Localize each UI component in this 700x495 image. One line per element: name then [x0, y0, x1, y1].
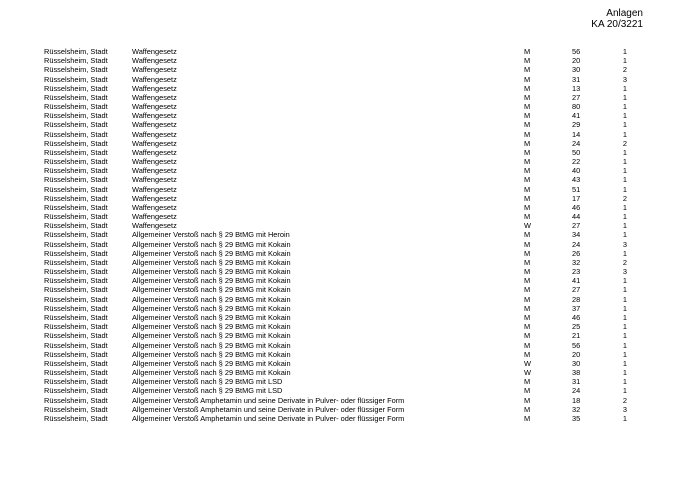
cell-place: Rüsselsheim, Stadt	[44, 147, 108, 157]
cell-sex: M	[524, 294, 531, 304]
cell-sex: M	[524, 102, 531, 112]
cell-offense: Allgemeiner Verstoß nach § 29 BtMG mit Kokain	[132, 312, 291, 322]
cell-count: 3	[622, 267, 627, 277]
cell-count: 1	[622, 294, 627, 304]
table-row	[0, 276, 700, 285]
cell-place: Rüsselsheim, Stadt	[44, 47, 108, 56]
cell-age: 80	[572, 102, 581, 112]
cell-age: 44	[572, 212, 581, 222]
cell-age: 51	[572, 184, 581, 194]
cell-count: 1	[622, 92, 627, 102]
table-row	[0, 139, 700, 148]
cell-age: 23	[572, 267, 581, 277]
table-row	[0, 65, 700, 74]
cell-count: 1	[622, 120, 627, 130]
cell-place: Rüsselsheim, Stadt	[44, 331, 108, 341]
cell-offense: Waffengesetz	[132, 92, 177, 102]
table-row	[0, 396, 700, 405]
cell-offense: Allgemeiner Verstoß nach § 29 BtMG mit Kokain	[132, 349, 291, 359]
cell-count: 1	[622, 212, 627, 222]
header-document-number: KA 20/3221	[591, 19, 643, 30]
cell-place: Rüsselsheim, Stadt	[44, 221, 108, 231]
cell-place: Rüsselsheim, Stadt	[44, 157, 108, 167]
cell-offense: Waffengesetz	[132, 65, 177, 75]
table-row	[0, 157, 700, 166]
cell-place: Rüsselsheim, Stadt	[44, 83, 108, 93]
cell-count: 1	[622, 386, 627, 396]
cell-place: Rüsselsheim, Stadt	[44, 257, 108, 267]
cell-place: Rüsselsheim, Stadt	[44, 239, 108, 249]
cell-offense: Waffengesetz	[132, 129, 177, 139]
cell-offense: Waffengesetz	[132, 102, 177, 112]
cell-age: 17	[572, 193, 581, 203]
cell-offense: Waffengesetz	[132, 138, 177, 148]
cell-place: Rüsselsheim, Stadt	[44, 184, 108, 194]
cell-age: 20	[572, 56, 581, 66]
cell-count: 1	[622, 221, 627, 231]
cell-count: 3	[622, 404, 627, 414]
cell-sex: M	[524, 322, 531, 332]
cell-age: 32	[572, 404, 581, 414]
cell-offense: Waffengesetz	[132, 184, 177, 194]
cell-offense: Allgemeiner Verstoß nach § 29 BtMG mit Kokain	[132, 267, 291, 277]
cell-place: Rüsselsheim, Stadt	[44, 111, 108, 121]
cell-count: 1	[622, 349, 627, 359]
cell-offense: Allgemeiner Verstoß nach § 29 BtMG mit Kokain	[132, 239, 291, 249]
cell-sex: M	[524, 303, 531, 313]
cell-age: 27	[572, 285, 581, 295]
cell-count: 1	[622, 340, 627, 350]
cell-age: 34	[572, 230, 581, 240]
cell-sex: M	[524, 83, 531, 93]
table-row	[0, 230, 700, 239]
cell-place: Rüsselsheim, Stadt	[44, 395, 108, 405]
cell-place: Rüsselsheim, Stadt	[44, 102, 108, 112]
table-row	[0, 322, 700, 331]
cell-count: 1	[622, 248, 627, 258]
cell-place: Rüsselsheim, Stadt	[44, 56, 108, 66]
cell-offense: Allgemeiner Verstoß nach § 29 BtMG mit Kokain	[132, 285, 291, 295]
cell-sex: M	[524, 267, 531, 277]
cell-offense: Allgemeiner Verstoß nach § 29 BtMG mit Kokain	[132, 257, 291, 267]
table-row	[0, 75, 700, 84]
cell-sex: M	[524, 386, 531, 396]
table-row	[0, 120, 700, 129]
cell-age: 20	[572, 349, 581, 359]
cell-count: 1	[622, 413, 627, 423]
cell-place: Rüsselsheim, Stadt	[44, 175, 108, 185]
cell-offense: Allgemeiner Verstoß nach § 29 BtMG mit Kokain	[132, 368, 291, 378]
data-table	[0, 47, 700, 423]
table-row	[0, 331, 700, 340]
cell-place: Rüsselsheim, Stadt	[44, 65, 108, 75]
table-row	[0, 203, 700, 212]
cell-offense: Waffengesetz	[132, 120, 177, 130]
cell-sex: M	[524, 202, 531, 212]
cell-offense: Waffengesetz	[132, 83, 177, 93]
table-row	[0, 240, 700, 249]
cell-sex: M	[524, 56, 531, 66]
table-row	[0, 313, 700, 322]
cell-offense: Waffengesetz	[132, 147, 177, 157]
table-row	[0, 386, 700, 395]
cell-place: Rüsselsheim, Stadt	[44, 248, 108, 258]
cell-sex: M	[524, 193, 531, 203]
cell-count: 3	[622, 74, 627, 84]
cell-offense: Allgemeiner Verstoß nach § 29 BtMG mit LSD	[132, 377, 283, 387]
cell-age: 29	[572, 120, 581, 130]
table-row	[0, 359, 700, 368]
cell-count: 1	[622, 56, 627, 66]
cell-age: 35	[572, 413, 581, 423]
cell-count: 1	[622, 285, 627, 295]
cell-place: Rüsselsheim, Stadt	[44, 92, 108, 102]
cell-count: 2	[622, 257, 627, 267]
cell-place: Rüsselsheim, Stadt	[44, 413, 108, 423]
table-row	[0, 111, 700, 120]
table-row	[0, 175, 700, 184]
cell-offense: Waffengesetz	[132, 166, 177, 176]
cell-sex: M	[524, 175, 531, 185]
cell-offense: Allgemeiner Verstoß nach § 29 BtMG mit Kokain	[132, 340, 291, 350]
cell-offense: Allgemeiner Verstoß nach § 29 BtMG mit LSD	[132, 386, 283, 396]
cell-place: Rüsselsheim, Stadt	[44, 285, 108, 295]
cell-offense: Waffengesetz	[132, 193, 177, 203]
cell-sex: M	[524, 349, 531, 359]
cell-sex: M	[524, 248, 531, 258]
table-row	[0, 267, 700, 276]
cell-offense: Allgemeiner Verstoß nach § 29 BtMG mit Kokain	[132, 276, 291, 286]
cell-count: 1	[622, 377, 627, 387]
cell-offense: Waffengesetz	[132, 202, 177, 212]
cell-offense: Allgemeiner Verstoß nach § 29 BtMG mit Kokain	[132, 331, 291, 341]
cell-sex: M	[524, 212, 531, 222]
table-row	[0, 47, 700, 56]
cell-offense: Allgemeiner Verstoß Amphetamin und seine Derivate in Pulver- oder flüssiger Form	[132, 413, 405, 423]
cell-place: Rüsselsheim, Stadt	[44, 294, 108, 304]
cell-age: 30	[572, 358, 581, 368]
cell-sex: M	[524, 166, 531, 176]
cell-count: 1	[622, 331, 627, 341]
cell-sex: W	[524, 221, 531, 231]
cell-place: Rüsselsheim, Stadt	[44, 202, 108, 212]
cell-age: 24	[572, 138, 581, 148]
cell-place: Rüsselsheim, Stadt	[44, 129, 108, 139]
cell-place: Rüsselsheim, Stadt	[44, 230, 108, 240]
cell-place: Rüsselsheim, Stadt	[44, 276, 108, 286]
cell-place: Rüsselsheim, Stadt	[44, 193, 108, 203]
cell-count: 2	[622, 65, 627, 75]
cell-offense: Waffengesetz	[132, 175, 177, 185]
cell-offense: Allgemeiner Verstoß Amphetamin und seine Derivate in Pulver- oder flüssiger Form	[132, 404, 405, 414]
cell-place: Rüsselsheim, Stadt	[44, 368, 108, 378]
table-row	[0, 249, 700, 258]
cell-age: 43	[572, 175, 581, 185]
cell-age: 24	[572, 239, 581, 249]
cell-age: 56	[572, 47, 581, 56]
cell-offense: Allgemeiner Verstoß nach § 29 BtMG mit Kokain	[132, 322, 291, 332]
cell-age: 40	[572, 166, 581, 176]
cell-sex: W	[524, 368, 531, 378]
cell-age: 26	[572, 248, 581, 258]
cell-sex: M	[524, 239, 531, 249]
cell-count: 1	[622, 202, 627, 212]
cell-count: 1	[622, 276, 627, 286]
cell-place: Rüsselsheim, Stadt	[44, 267, 108, 277]
cell-offense: Allgemeiner Verstoß nach § 29 BtMG mit Kokain	[132, 294, 291, 304]
cell-place: Rüsselsheim, Stadt	[44, 322, 108, 332]
cell-place: Rüsselsheim, Stadt	[44, 303, 108, 313]
cell-place: Rüsselsheim, Stadt	[44, 138, 108, 148]
cell-sex: M	[524, 395, 531, 405]
cell-age: 31	[572, 377, 581, 387]
cell-count: 1	[622, 312, 627, 322]
cell-place: Rüsselsheim, Stadt	[44, 166, 108, 176]
cell-age: 28	[572, 294, 581, 304]
cell-offense: Allgemeiner Verstoß nach § 29 BtMG mit Kokain	[132, 248, 291, 258]
table-row	[0, 166, 700, 175]
table-row	[0, 414, 700, 423]
cell-age: 21	[572, 331, 581, 341]
cell-place: Rüsselsheim, Stadt	[44, 120, 108, 130]
cell-sex: M	[524, 92, 531, 102]
cell-age: 32	[572, 257, 581, 267]
cell-count: 1	[622, 47, 627, 56]
header-annex-label: Anlagen	[606, 8, 643, 19]
cell-place: Rüsselsheim, Stadt	[44, 349, 108, 359]
cell-count: 1	[622, 303, 627, 313]
cell-offense: Waffengesetz	[132, 221, 177, 231]
cell-age: 25	[572, 322, 581, 332]
cell-place: Rüsselsheim, Stadt	[44, 404, 108, 414]
cell-sex: M	[524, 120, 531, 130]
cell-place: Rüsselsheim, Stadt	[44, 377, 108, 387]
cell-count: 1	[622, 230, 627, 240]
cell-age: 30	[572, 65, 581, 75]
cell-count: 1	[622, 322, 627, 332]
cell-age: 37	[572, 303, 581, 313]
cell-offense: Waffengesetz	[132, 212, 177, 222]
cell-age: 18	[572, 395, 581, 405]
cell-sex: M	[524, 404, 531, 414]
cell-sex: M	[524, 340, 531, 350]
cell-offense: Waffengesetz	[132, 157, 177, 167]
cell-sex: M	[524, 157, 531, 167]
table-row	[0, 258, 700, 267]
table-row	[0, 295, 700, 304]
cell-offense: Allgemeiner Verstoß nach § 29 BtMG mit Kokain	[132, 358, 291, 368]
cell-sex: M	[524, 111, 531, 121]
cell-age: 38	[572, 368, 581, 378]
cell-age: 41	[572, 276, 581, 286]
cell-sex: M	[524, 276, 531, 286]
cell-offense: Allgemeiner Verstoß Amphetamin und seine Derivate in Pulver- oder flüssiger Form	[132, 395, 405, 405]
cell-count: 1	[622, 157, 627, 167]
table-row	[0, 350, 700, 359]
cell-sex: M	[524, 65, 531, 75]
cell-age: 46	[572, 312, 581, 322]
table-row	[0, 221, 700, 230]
cell-age: 46	[572, 202, 581, 212]
cell-sex: M	[524, 138, 531, 148]
table-row	[0, 56, 700, 65]
table-row	[0, 102, 700, 111]
cell-age: 27	[572, 92, 581, 102]
cell-count: 1	[622, 102, 627, 112]
table-row	[0, 212, 700, 221]
cell-age: 24	[572, 386, 581, 396]
cell-count: 1	[622, 111, 627, 121]
cell-count: 1	[622, 83, 627, 93]
cell-age: 50	[572, 147, 581, 157]
cell-sex: M	[524, 184, 531, 194]
cell-offense: Allgemeiner Verstoß nach § 29 BtMG mit Kokain	[132, 303, 291, 313]
cell-count: 2	[622, 138, 627, 148]
cell-place: Rüsselsheim, Stadt	[44, 212, 108, 222]
cell-sex: M	[524, 413, 531, 423]
cell-sex: M	[524, 74, 531, 84]
table-row	[0, 304, 700, 313]
cell-count: 1	[622, 129, 627, 139]
cell-place: Rüsselsheim, Stadt	[44, 358, 108, 368]
cell-count: 1	[622, 147, 627, 157]
table-row	[0, 368, 700, 377]
cell-count: 1	[622, 184, 627, 194]
cell-age: 31	[572, 74, 581, 84]
cell-offense: Waffengesetz	[132, 47, 177, 56]
cell-sex: M	[524, 230, 531, 240]
cell-place: Rüsselsheim, Stadt	[44, 386, 108, 396]
cell-sex: M	[524, 312, 531, 322]
table-row	[0, 84, 700, 93]
cell-age: 14	[572, 129, 581, 139]
table-row	[0, 194, 700, 203]
table-row	[0, 405, 700, 414]
table-row	[0, 341, 700, 350]
cell-offense: Waffengesetz	[132, 56, 177, 66]
cell-count: 1	[622, 358, 627, 368]
cell-count: 1	[622, 368, 627, 378]
table-row	[0, 93, 700, 102]
cell-sex: M	[524, 129, 531, 139]
cell-sex: W	[524, 358, 531, 368]
cell-offense: Waffengesetz	[132, 111, 177, 121]
cell-count: 2	[622, 193, 627, 203]
cell-age: 41	[572, 111, 581, 121]
cell-place: Rüsselsheim, Stadt	[44, 74, 108, 84]
cell-sex: M	[524, 47, 531, 56]
cell-count: 2	[622, 395, 627, 405]
cell-age: 13	[572, 83, 581, 93]
cell-age: 27	[572, 221, 581, 231]
cell-place: Rüsselsheim, Stadt	[44, 340, 108, 350]
cell-offense: Waffengesetz	[132, 74, 177, 84]
cell-count: 1	[622, 166, 627, 176]
table-row	[0, 185, 700, 194]
cell-count: 3	[622, 239, 627, 249]
cell-count: 1	[622, 175, 627, 185]
cell-sex: M	[524, 285, 531, 295]
table-row	[0, 285, 700, 294]
table-row	[0, 148, 700, 157]
table-row	[0, 377, 700, 386]
cell-sex: M	[524, 331, 531, 341]
cell-age: 56	[572, 340, 581, 350]
document-header	[591, 8, 643, 30]
cell-age: 22	[572, 157, 581, 167]
cell-sex: M	[524, 257, 531, 267]
cell-offense: Allgemeiner Verstoß nach § 29 BtMG mit Heroin	[132, 230, 290, 240]
table-row	[0, 130, 700, 139]
cell-sex: M	[524, 147, 531, 157]
cell-sex: M	[524, 377, 531, 387]
cell-place: Rüsselsheim, Stadt	[44, 312, 108, 322]
